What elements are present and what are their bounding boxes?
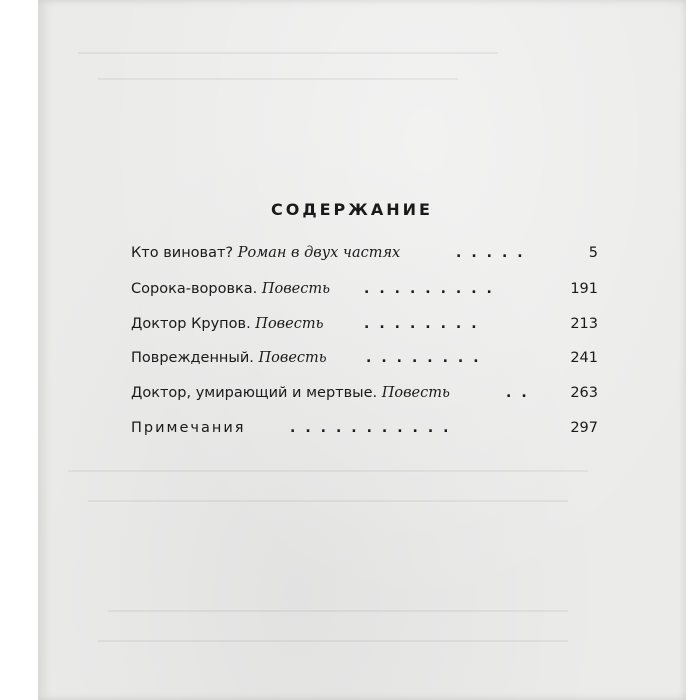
page-number: 5 bbox=[588, 245, 598, 261]
bleed-through-line bbox=[98, 640, 568, 642]
bleed-through-line bbox=[98, 78, 458, 80]
toc-entry bbox=[0, 245, 700, 269]
toc-entry bbox=[0, 316, 700, 340]
entry-text: Сорока-воровка. Повесть bbox=[131, 281, 331, 297]
toc-entry bbox=[0, 420, 700, 444]
toc-entry bbox=[0, 281, 700, 305]
dot-leader: .. bbox=[506, 385, 537, 401]
toc-entry bbox=[0, 385, 700, 409]
entry-text: Доктор Крупов. Повесть bbox=[131, 316, 324, 332]
toc-entry bbox=[0, 350, 700, 374]
dot-leader: ......... bbox=[364, 281, 502, 297]
toc-heading: СОДЕРЖАНИЕ bbox=[271, 200, 433, 219]
page-number: 297 bbox=[570, 420, 598, 436]
dot-leader: ........ bbox=[364, 316, 487, 332]
bleed-through-line bbox=[88, 500, 568, 502]
entry-text: Кто виноват? Роман в двух частях bbox=[131, 245, 401, 261]
dot-leader: ........ bbox=[366, 350, 489, 366]
entry-text: Примечания bbox=[131, 420, 246, 436]
dot-leader: ..... bbox=[456, 245, 533, 261]
bleed-through-line bbox=[108, 610, 568, 612]
page-number: 241 bbox=[570, 350, 598, 366]
entry-text: Доктор, умирающий и мертвые. Повесть bbox=[131, 385, 450, 401]
page-number: 213 bbox=[570, 316, 598, 332]
page-number: 191 bbox=[570, 281, 598, 297]
bleed-through-line bbox=[68, 470, 588, 472]
bleed-through-line bbox=[78, 52, 498, 54]
page-number: 263 bbox=[570, 385, 598, 401]
dot-leader: ........... bbox=[290, 420, 459, 436]
entry-text: Поврежденный. Повесть bbox=[131, 350, 327, 366]
